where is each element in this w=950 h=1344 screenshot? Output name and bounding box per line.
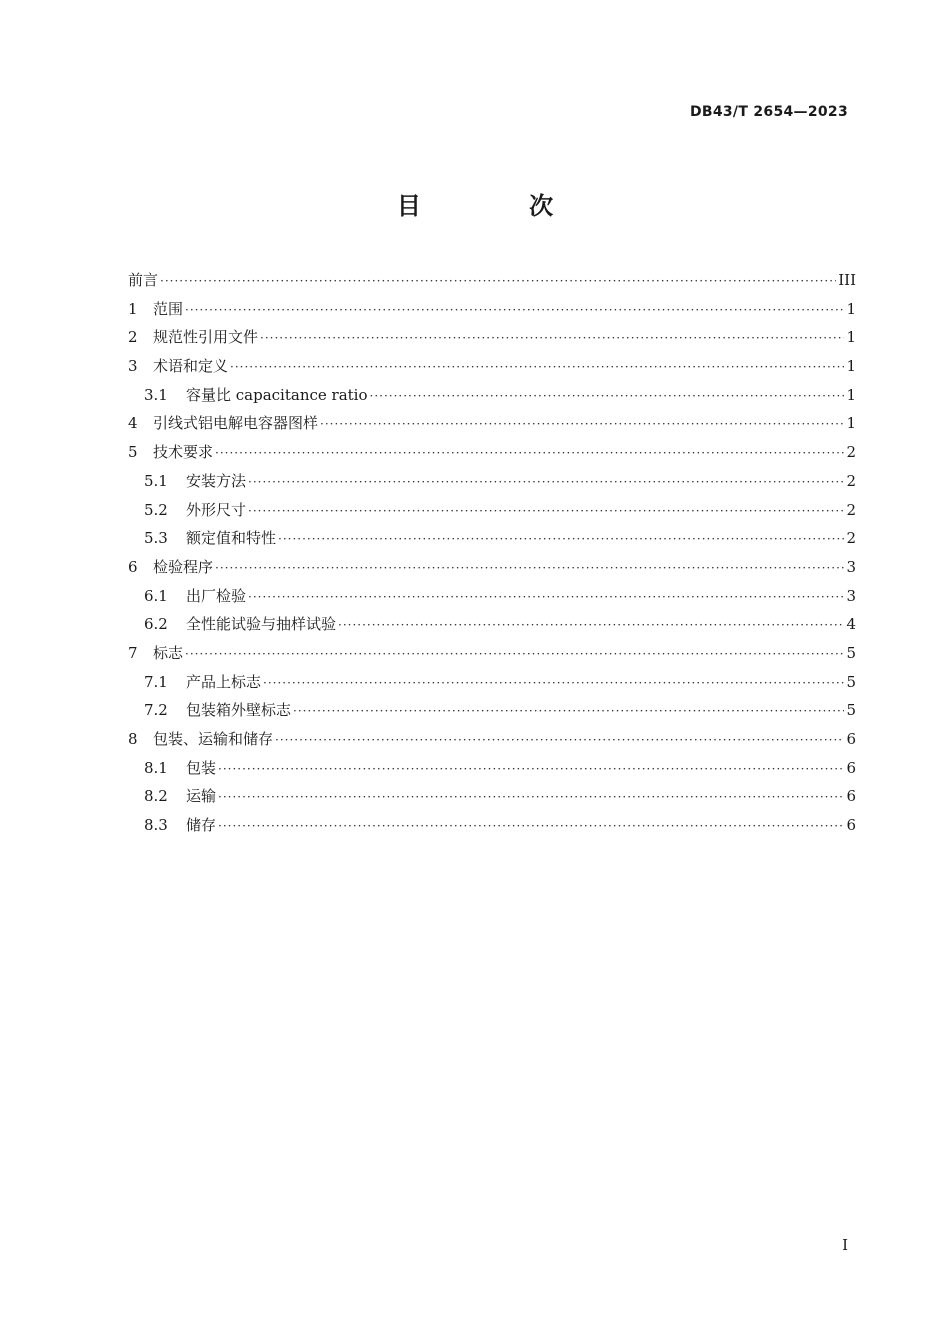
toc-entry-page: 6: [846, 787, 856, 806]
toc-entry-label: 包装: [186, 758, 217, 777]
toc-entry-page: 6: [846, 730, 856, 748]
toc-entry-label: 容量比 capacitance ratio: [186, 385, 368, 404]
toc-entry[interactable]: [128, 295, 856, 324]
dot-leader: [185, 640, 844, 669]
dot-leader: [185, 296, 844, 325]
toc-entry[interactable]: [128, 754, 856, 783]
toc-entry-number: 6: [128, 557, 138, 576]
toc-entry-number: 7.1: [144, 672, 168, 691]
toc-entry-label: 安装方法: [186, 471, 247, 490]
toc-entry-page: 1: [846, 385, 856, 404]
toc-entry-number: 5.1: [144, 471, 168, 490]
toc-entry-label: 额定值和特性: [186, 529, 277, 548]
toc-entry-label: 包装、运输和储存: [153, 730, 274, 748]
toc-entry[interactable]: [128, 438, 856, 467]
toc-entry-label: 储存: [186, 816, 217, 835]
toc-entry-page: 6: [846, 758, 856, 777]
dot-leader: [248, 497, 844, 526]
toc-entry-page: 1: [846, 414, 856, 433]
toc-entry[interactable]: [128, 639, 856, 668]
toc-entry-number: 3: [128, 357, 138, 376]
toc-entry-number: 8.3: [144, 816, 168, 835]
dot-leader: [370, 382, 844, 411]
toc-entry-label: 出厂检验: [186, 586, 247, 605]
toc-entry-number: 6.1: [144, 586, 168, 605]
toc-entry[interactable]: [128, 811, 856, 840]
toc-entry[interactable]: [128, 725, 856, 754]
toc-entry-number: 4: [128, 414, 138, 433]
dot-leader: [263, 669, 844, 698]
toc-entry-page: 2: [846, 529, 856, 548]
dot-leader: [230, 353, 844, 382]
toc-entry-page: 2: [846, 471, 856, 490]
toc-entry-label: 运输: [186, 787, 217, 806]
toc-entry-page: 2: [846, 443, 856, 462]
dot-leader: [260, 324, 844, 353]
toc-entry-label: 标志: [153, 643, 184, 662]
dot-leader: [218, 755, 844, 784]
toc-entry-label: 技术要求: [153, 443, 214, 462]
toc-entry[interactable]: [128, 467, 856, 496]
toc-entry-number: 2: [128, 328, 138, 347]
toc-entry-page: 5: [846, 643, 856, 662]
toc-entry[interactable]: [128, 381, 856, 410]
dot-leader: [278, 525, 844, 554]
toc-entry-page: III: [838, 271, 856, 289]
dot-leader: [338, 611, 844, 640]
toc-entry[interactable]: [128, 553, 856, 582]
document-code: DB43/T 2654—2023: [689, 104, 848, 120]
toc-entry[interactable]: [128, 668, 856, 697]
page-title: 目 次: [396, 192, 604, 220]
toc-entry-page: 6: [846, 816, 856, 835]
dot-leader: [215, 439, 844, 468]
table-of-contents: [128, 266, 856, 840]
dot-leader: [320, 410, 844, 439]
toc-entry-number: 8.2: [144, 787, 168, 806]
toc-entry-page: 1: [846, 357, 856, 376]
toc-entry[interactable]: [128, 524, 856, 553]
toc-entry-page: 3: [846, 586, 856, 605]
toc-entry-label: 检验程序: [153, 557, 214, 576]
toc-entry-number: 5.3: [144, 529, 168, 548]
toc-entry-label: 外形尺寸: [186, 500, 247, 519]
toc-entry[interactable]: [128, 266, 856, 295]
toc-entry-page: 3: [846, 557, 856, 576]
toc-entry-number: 8.1: [144, 758, 168, 777]
toc-entry-label: 产品上标志: [186, 672, 262, 691]
toc-entry-page: 4: [846, 615, 856, 634]
toc-entry-label: 范围: [153, 299, 184, 318]
toc-entry-label: 前言: [128, 271, 159, 289]
dot-leader: [218, 783, 844, 812]
dot-leader: [275, 726, 844, 755]
page-number: I: [842, 1236, 848, 1254]
dot-leader: [218, 812, 844, 841]
toc-entry-number: 3.1: [144, 385, 168, 404]
dot-leader: [215, 554, 844, 583]
toc-entry[interactable]: [128, 782, 856, 811]
toc-entry-label: 全性能试验与抽样试验: [186, 615, 337, 634]
toc-entry-number: 1: [128, 299, 138, 318]
toc-entry[interactable]: [128, 582, 856, 611]
toc-entry[interactable]: [128, 610, 856, 639]
toc-entry-page: 5: [846, 672, 856, 691]
toc-entry-number: 5: [128, 443, 138, 462]
dot-leader: [248, 468, 844, 497]
dot-leader: [160, 267, 836, 296]
toc-entry-number: 8: [128, 730, 138, 748]
toc-entry[interactable]: [128, 323, 856, 352]
toc-entry-label: 规范性引用文件: [153, 328, 259, 347]
toc-entry-label: 包装箱外壁标志: [186, 701, 292, 720]
toc-entry[interactable]: [128, 696, 856, 725]
dot-leader: [293, 697, 844, 726]
toc-entry-number: 7: [128, 643, 138, 662]
toc-entry-number: 6.2: [144, 615, 168, 634]
toc-entry[interactable]: [128, 352, 856, 381]
toc-entry-page: 1: [846, 328, 856, 347]
toc-entry-page: 5: [846, 701, 856, 720]
toc-entry-page: 1: [846, 299, 856, 318]
toc-entry[interactable]: [128, 496, 856, 525]
toc-entry-number: 5.2: [144, 500, 168, 519]
toc-entry[interactable]: [128, 409, 856, 438]
dot-leader: [248, 583, 844, 612]
toc-entry-page: 2: [846, 500, 856, 519]
toc-entry-number: 7.2: [144, 701, 168, 720]
toc-entry-label: 引线式铝电解电容器图样: [153, 414, 319, 433]
toc-entry-label: 术语和定义: [153, 357, 229, 376]
